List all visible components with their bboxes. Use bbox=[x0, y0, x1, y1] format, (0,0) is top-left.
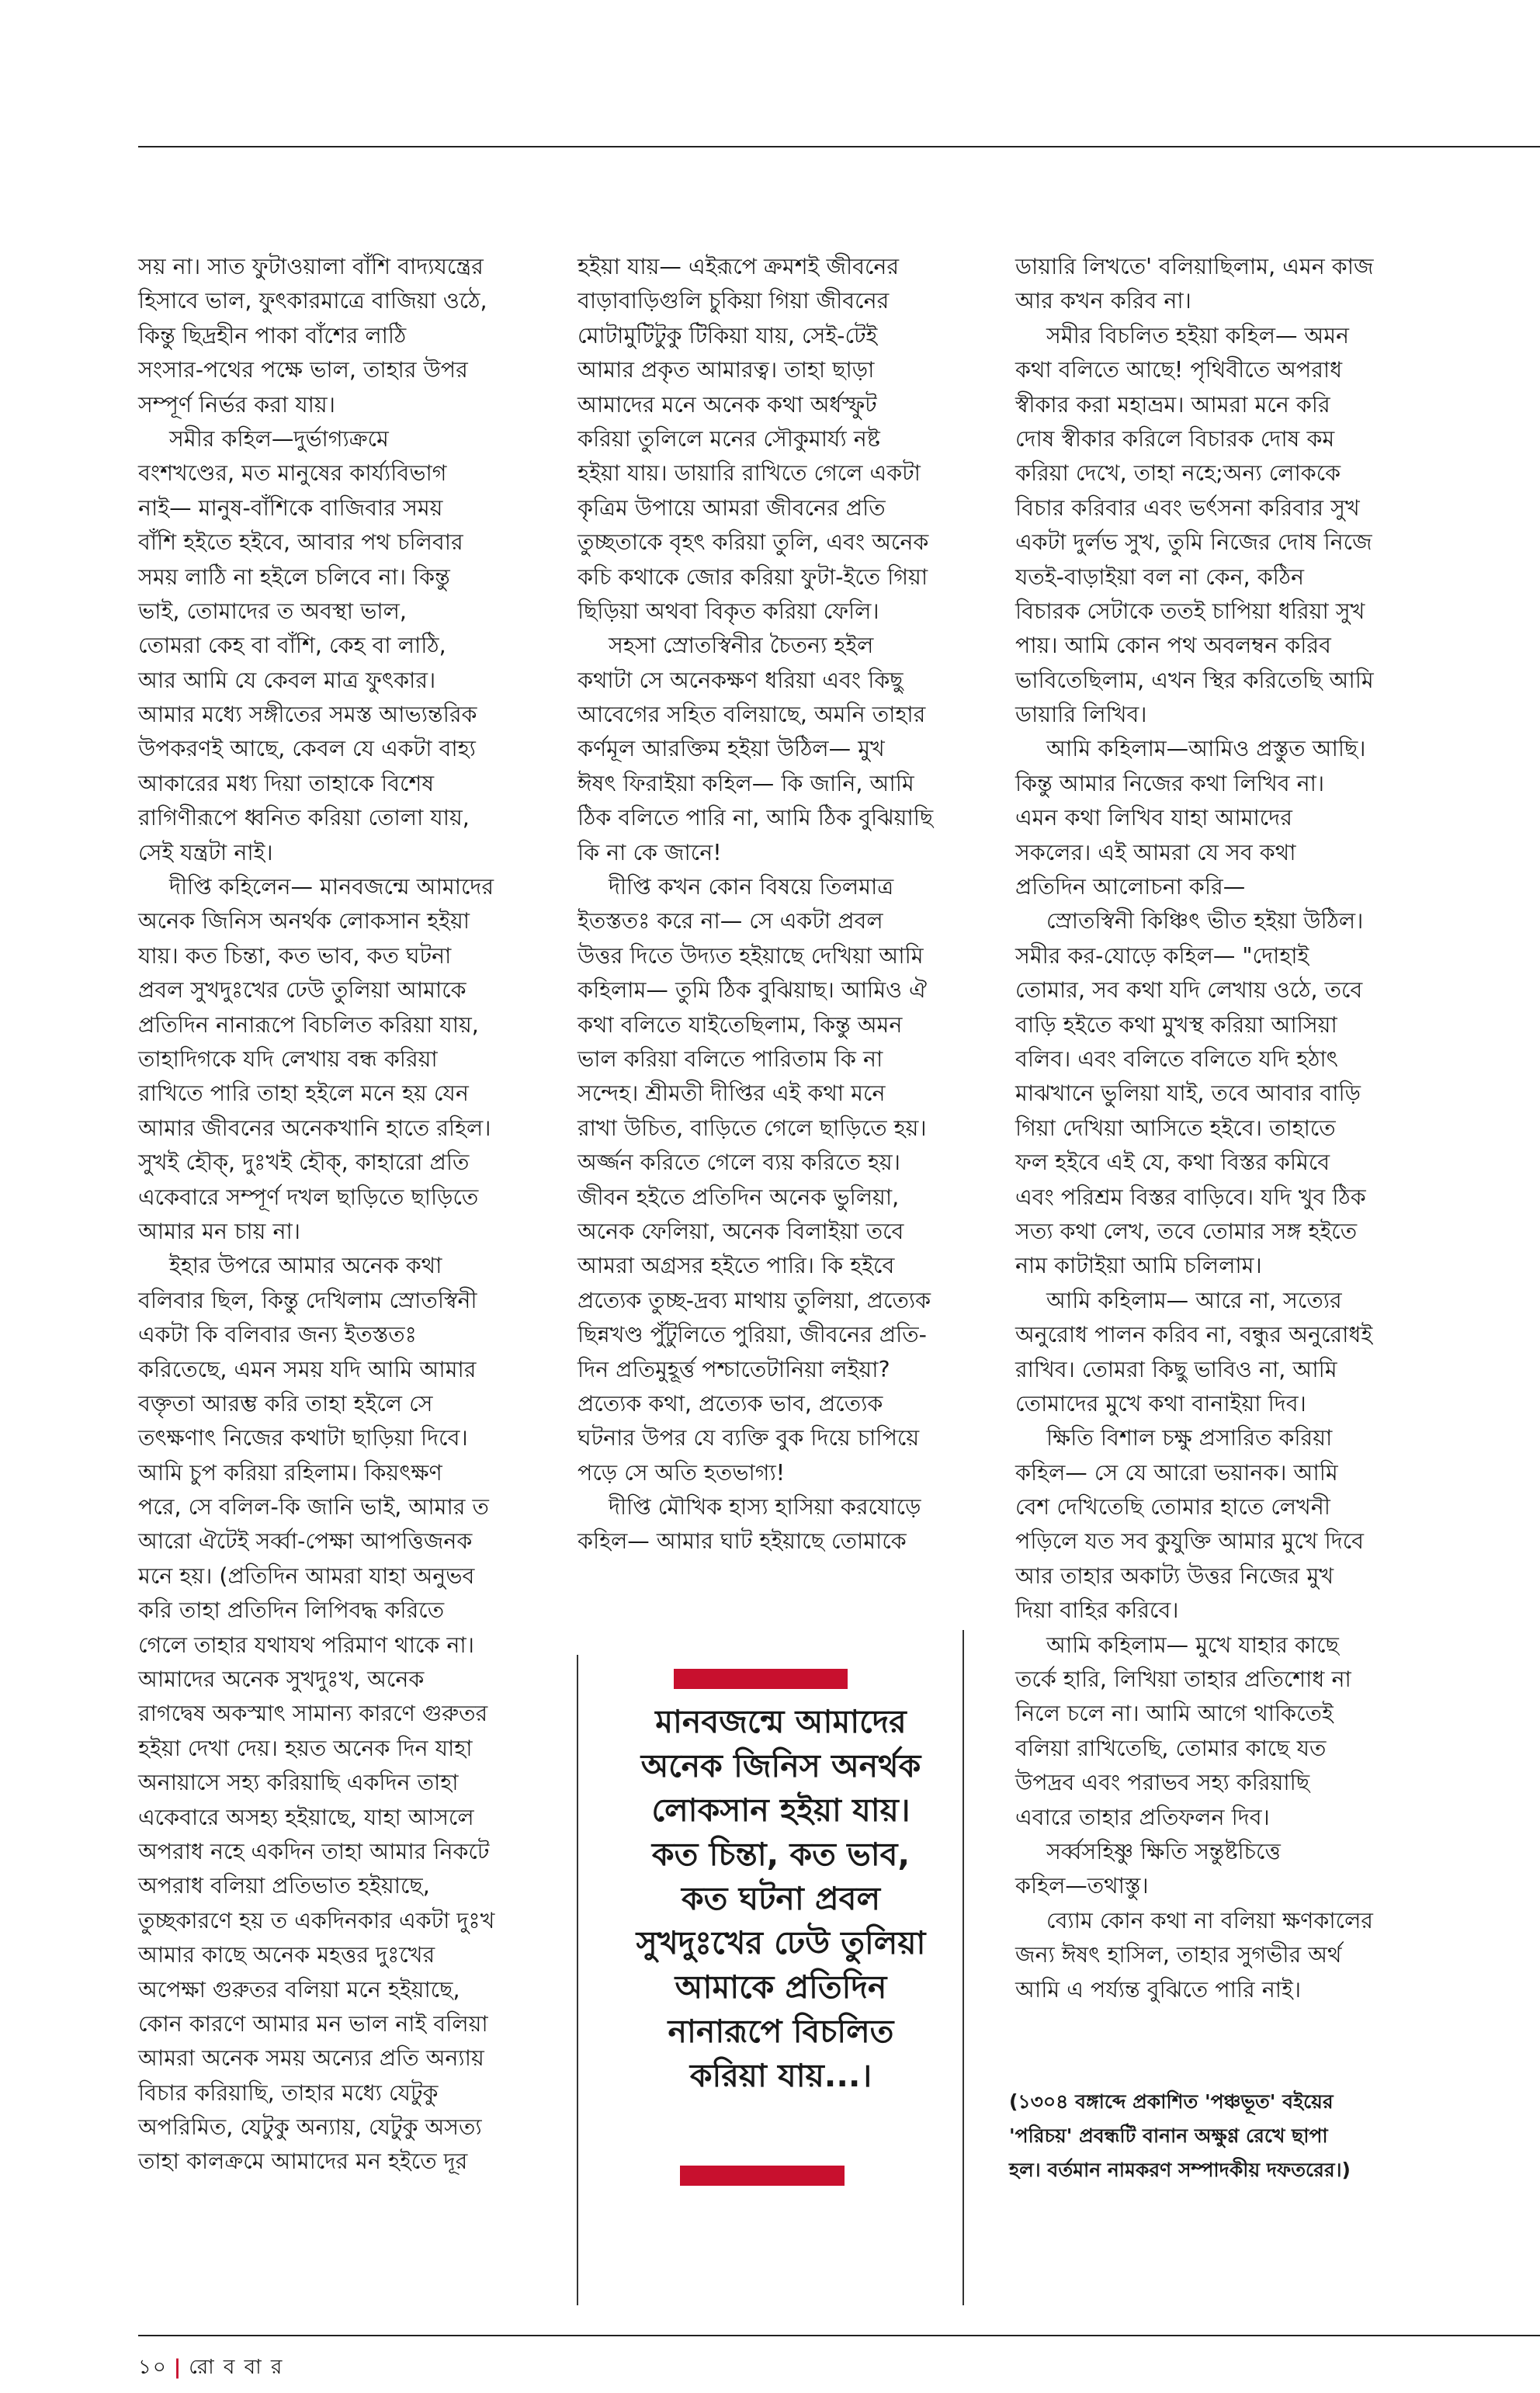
article-line: কোন কারণে আমার মন ভাল নাই বলিয়া bbox=[138, 2010, 488, 2037]
article-line: অনায়াসে সহ্য করিয়াছি একদিন তাহা bbox=[138, 1770, 459, 1796]
article-line: তুচ্ছতাকে বৃহৎ করিয়া তুলি, এবং অনেক bbox=[578, 529, 929, 556]
pullquote-right-rule bbox=[962, 1630, 964, 2305]
article-line: মনে হয়। (প্রতিদিন আমরা যাহা অনুভব bbox=[138, 1562, 475, 1589]
article-line: আমরা অগ্রসর হইতে পারি। কি হইবে bbox=[578, 1253, 895, 1279]
article-line: পড়িলে যত সব কুযুক্তি আমার মুখে দিবে bbox=[1015, 1528, 1365, 1555]
article-line: ব্যোম কোন কথা না বলিয়া ক্ষণকালের bbox=[1046, 1907, 1373, 1933]
article-line: আর আমি যে কেবল মাত্র ফুৎকার। bbox=[138, 667, 436, 693]
article-line: স্রোতস্বিনী কিঞ্চিৎ ভীত হইয়া উঠিল। bbox=[1046, 908, 1364, 935]
article-line: আমি কহিলাম— আরে না, সত্যের bbox=[1046, 1287, 1342, 1313]
article-line: কথা বলিতে যাইতেছিলাম, কিন্তু অমন bbox=[578, 1011, 903, 1038]
article-line: ঈষৎ ফিরাইয়া কহিল— কি জানি, আমি bbox=[578, 770, 914, 796]
article-line: নাম কাটাইয়া আমি চলিলাম। bbox=[1015, 1253, 1262, 1279]
article-line: আমি চুপ করিয়া রহিলাম। কিয়ৎক্ষণ bbox=[138, 1459, 442, 1486]
article-line: আমার কাছে অনেক মহত্তর দুঃখের bbox=[138, 1942, 435, 1968]
header-rule bbox=[138, 146, 1540, 147]
article-line: উপকরণই আছে, কেবল যে একটা বাহ্য bbox=[138, 736, 476, 762]
article-line: করিয়া দেখে, তাহা নহে;অন্য লোককে bbox=[1015, 460, 1341, 487]
pullquote-top-bar bbox=[674, 1669, 848, 1689]
article-line: জীবন হইতে প্রতিদিন অনেক ভুলিয়া, bbox=[578, 1184, 900, 1210]
article-line: একেবারে সম্পূর্ণ দখল ছাড়িতে ছাড়িতে bbox=[138, 1184, 479, 1210]
article-line: করি তাহা প্রতিদিন লিপিবদ্ধ করিতে bbox=[138, 1597, 445, 1624]
article-line: ঘটনার উপর যে ব্যক্তি বুক দিয়ে চাপিয়ে bbox=[578, 1425, 920, 1451]
article-line: দিয়া বাহির করিবে। bbox=[1015, 1597, 1179, 1624]
article-line: তাহাদিগকে যদি লেখায় বন্ধ করিয়া bbox=[138, 1046, 438, 1072]
article-line: বাড়ি হইতে কথা মুখস্থ করিয়া আসিয়া bbox=[1015, 1011, 1337, 1038]
pullquote-bottom-bar bbox=[680, 2166, 845, 2186]
article-line: ইহার উপরে আমার অনেক কথা bbox=[169, 1253, 442, 1279]
article-line: মোটামুটিটুকু টিকিয়া যায়, সেই-টেই bbox=[578, 322, 878, 349]
article-line: কিন্তু আমার নিজের কথা লিখিব না। bbox=[1015, 770, 1325, 796]
article-line: সহসা স্রোতস্বিনীর চৈতন্য হইল bbox=[609, 633, 874, 659]
article-line: অপরিমিত, যেটুকু অন্যায়, যেটুকু অসত্য bbox=[138, 2114, 482, 2141]
article-line: কথাটা সে অনেকক্ষণ ধরিয়া এবং কিছু bbox=[578, 667, 904, 693]
article-line: আমার মধ্যে সঙ্গীতের সমস্ত আভ্যন্তরিক bbox=[138, 702, 477, 728]
article-line: আকারের মধ্য দিয়া তাহাকে বিশেষ bbox=[138, 770, 435, 796]
page-footer bbox=[138, 2356, 283, 2379]
article-line: অর্জ্জন করিতে গেলে ব্যয় করিতে হয়। bbox=[578, 1150, 900, 1176]
article-line: সত্য কথা লেখ, তবে তোমার সঙ্গ হইতে bbox=[1015, 1218, 1358, 1244]
article-line: আমাদের অনেক সুখদুঃখ, অনেক bbox=[138, 1666, 425, 1693]
pullquote-left-rule bbox=[577, 1655, 578, 2305]
article-line: ডায়ারি লিখতে' বলিয়াছিলাম, এমন কাজ bbox=[1015, 254, 1374, 279]
article-line: রাগিণীরূপে ধ্বনিত করিয়া তোলা যায়, bbox=[138, 805, 470, 831]
article-line: কর্ণমূল আরক্তিম হইয়া উঠিল— মুখ bbox=[578, 736, 885, 762]
article-line: সম্পূর্ণ নির্ভর করা যায়। bbox=[138, 391, 335, 418]
article-line: বলিয়া রাখিতেছি, তোমার কাছে যত bbox=[1015, 1735, 1327, 1761]
article-line: দীপ্তি কখন কোন বিষয়ে তিলমাত্র bbox=[609, 874, 894, 900]
article-line: একটা দুর্লভ সুখ, তুমি নিজের দোষ নিজে bbox=[1015, 529, 1372, 556]
article-line: করিতেছে, এমন সময় যদি আমি আমার bbox=[138, 1356, 477, 1382]
pullquote-line: মানবজন্মে আমাদের bbox=[655, 1703, 907, 1740]
article-line: আমার প্রকৃত আমারত্ব। তাহা ছাড়া bbox=[578, 357, 875, 383]
article-line: কহিলাম— তুমি ঠিক বুঝিয়াছ। আমিও ঐ bbox=[578, 977, 928, 1004]
article-line: বক্তৃতা আরম্ভ করি তাহা হইলে সে bbox=[138, 1390, 433, 1417]
article-line: ক্ষিতি বিশাল চক্ষু প্রসারিত করিয়া bbox=[1046, 1425, 1333, 1451]
article-line: নাই— মানুষ-বাঁশিকে বাজিবার সময় bbox=[138, 494, 443, 521]
article-line: আর তাহার অকাট্য উত্তর নিজের মুখ bbox=[1015, 1562, 1334, 1589]
article-line: আমরা অনেক সময় অন্যের প্রতি অন্যায় bbox=[138, 2045, 484, 2072]
pullquote-line: করিয়া যায়...। bbox=[689, 2057, 872, 2094]
article-line: দিন প্রতিমুহূর্ত্ত পশ্চাতেটানিয়া লইয়া? bbox=[578, 1356, 890, 1382]
article-line: কথা বলিতে আছে! পৃথিবীতে অপরাধ bbox=[1015, 357, 1343, 383]
pullquote-line: লোকসান হইয়া যায়। bbox=[651, 1791, 910, 1829]
article-line: আমি এ পর্য্যন্ত বুঝিতে পারি নাই। bbox=[1015, 1976, 1302, 2003]
article-line: বাড়াবাড়িগুলি চুকিয়া গিয়া জীবনের bbox=[578, 288, 890, 314]
article-line: তর্কে হারি, লিখিয়া তাহার প্রতিশোধ না bbox=[1015, 1666, 1351, 1693]
article-line: বলিবার ছিল, কিন্তু দেখিলাম স্রোতস্বিনী bbox=[138, 1287, 477, 1313]
article-line: সর্ব্বসহিষ্ণু ক্ষিতি সন্তুষ্টচিত্তে bbox=[1046, 1838, 1281, 1864]
article-line: অপরাধ নহে একদিন তাহা আমার নিকটে bbox=[138, 1838, 490, 1864]
article-line: যতই-বাড়াইয়া বল না কেন, কঠিন bbox=[1015, 564, 1305, 590]
article-line: তোমাদের মুখে কথা বানাইয়া দিব। bbox=[1015, 1390, 1306, 1417]
article-line: যায়। কত চিন্তা, কত ভাব, কত ঘটনা bbox=[138, 942, 452, 969]
article-column-2 bbox=[578, 250, 981, 1559]
pullquote-line: নানারূপে বিচলিত bbox=[668, 2013, 894, 2050]
article-line: ভাই, তোমাদের ত অবস্থা ভাল, bbox=[138, 598, 407, 624]
article-line: দীপ্তি মৌখিক হাস্য হাসিয়া করযোড়ে bbox=[609, 1494, 921, 1521]
article-line: বিচার করিয়াছি, তাহার মধ্যে যেটুকু bbox=[138, 2079, 439, 2106]
article-line: পায়। আমি কোন পথ অবলম্বন করিব bbox=[1015, 633, 1331, 659]
article-line: আমি কহিলাম— মুখে যাহার কাছে bbox=[1046, 1632, 1339, 1658]
article-line: প্রতিদিন নানারূপে বিচলিত করিয়া যায়, bbox=[138, 1011, 479, 1038]
article-line: সংসার-পথের পক্ষে ভাল, তাহার উপর bbox=[138, 357, 468, 383]
article-line: আবেগের সহিত বলিয়াছে, অমনি তাহার bbox=[578, 702, 926, 728]
article-line: হইয়া যায়। ডায়ারি রাখিতে গেলে একটা bbox=[578, 460, 921, 487]
article-line: বেশ দেখিতেছি তোমার হাতে লেখনী bbox=[1015, 1494, 1330, 1521]
article-line: পরে, সে বলিল-কি জানি ভাই, আমার ত bbox=[138, 1494, 489, 1521]
article-line: আমি কহিলাম—আমিও প্রস্তুত আছি। bbox=[1046, 736, 1366, 762]
article-line: কি না কে জানে! bbox=[578, 839, 722, 865]
article-line: সমীর কর-যোড়ে কহিল— "দোহাই bbox=[1015, 942, 1309, 969]
article-column-1 bbox=[138, 250, 542, 2180]
article-line: একটা কি বলিবার জন্য ইতস্ততঃ bbox=[138, 1322, 417, 1348]
article-line: সেই যন্ত্রটা নাই। bbox=[138, 839, 273, 865]
article-line: গেলে তাহার যথাযথ পরিমাণ থাকে না। bbox=[138, 1632, 474, 1658]
source-note-line: হল। বর্তমান নামকরণ সম্পাদকীয় দফতরের।) bbox=[1009, 2159, 1351, 2181]
article-line: ভাবিতেছিলাম, এখন স্থির করিতেছি আমি bbox=[1015, 667, 1374, 693]
article-line: কিন্তু ছিদ্রহীন পাকা বাঁশের লাঠি bbox=[138, 322, 407, 349]
article-line: বিচার করিবার এবং ভর্ৎসনা করিবার সুখ bbox=[1015, 494, 1360, 521]
article-line: নিলে চলে না। আমি আগে থাকিতেই bbox=[1015, 1701, 1334, 1727]
article-line: বাঁশি হইতে হইবে, আবার পথ চলিবার bbox=[138, 529, 463, 556]
article-line: এবং পরিশ্রম বিস্তর বাড়িবে। যদি খুব ঠিক bbox=[1015, 1184, 1366, 1210]
article-line: সময় লাঠি না হইলে চলিবে না। কিন্তু bbox=[138, 564, 450, 590]
article-line: ফল হইবে এই যে, কথা বিস্তর কমিবে bbox=[1015, 1150, 1330, 1176]
article-line: আমাদের মনে অনেক কথা অর্ধস্ফুট bbox=[578, 391, 877, 418]
article-line: ছিড়িয়া অথবা বিকৃত করিয়া ফেলি। bbox=[578, 598, 879, 624]
article-line: উপদ্রব এবং পরাভব সহ্য করিয়াছি bbox=[1015, 1770, 1310, 1796]
article-line: দোষ স্বীকার করিলে বিচারক দোষ কম bbox=[1015, 425, 1335, 452]
article-line: কচি কথাকে জোর করিয়া ফুটা-ইতে গিয়া bbox=[578, 564, 928, 590]
article-line: উত্তর দিতে উদ্যত হইয়াছে দেখিয়া আমি bbox=[578, 942, 924, 969]
article-line: তাহা কালক্রমে আমাদের মন হইতে দূর bbox=[138, 2148, 468, 2175]
article-line: রাগদ্বেষ অকস্মাৎ সামান্য কারণে গুরুতর bbox=[138, 1701, 488, 1727]
article-line: হিসাবে ভাল, ফুৎকারমাত্রে বাজিয়া ওঠে, bbox=[138, 288, 487, 314]
article-line: হইয়া দেখা দেয়। হয়ত অনেক দিন যাহা bbox=[138, 1735, 473, 1761]
article-line: পড়ে সে অতি হতভাগ্য! bbox=[578, 1459, 786, 1486]
article-line: কহিল— সে যে আরো ভয়ানক। আমি bbox=[1015, 1459, 1338, 1486]
pullquote-line: অনেক জিনিস অনর্থক bbox=[640, 1747, 921, 1784]
article-line: প্রত্যেক কথা, প্রত্যেক ভাব, প্রত্যেক bbox=[578, 1390, 883, 1417]
article-line: রাখিতে পারি তাহা হইলে মনে হয় যেন bbox=[138, 1080, 469, 1107]
pullquote-line: আমাকে প্রতিদিন bbox=[675, 1968, 887, 2006]
article-line: ঠিক বলিতে পারি না, আমি ঠিক বুঝিয়াছি bbox=[578, 805, 934, 831]
article-column-3 bbox=[1015, 250, 1450, 2007]
article-line: করিয়া তুলিলে মনের সৌকুমার্য্য নষ্ট bbox=[578, 425, 880, 452]
article-line: দীপ্তি কহিলেন— মানবজন্মে আমাদের bbox=[169, 874, 494, 900]
pullquote-line: কত চিন্তা, কত ভাব, bbox=[651, 1836, 910, 1873]
pullquote-line: কত ঘটনা প্রবল bbox=[682, 1880, 880, 1917]
article-line: সন্দেহ। শ্রীমতী দীপ্তির এই কথা মনে bbox=[578, 1080, 886, 1107]
pullquote-line: সুখদুঃখের ঢেউ তুলিয়া bbox=[636, 1924, 926, 1961]
article-line: একেবারে অসহ্য হইয়াছে, যাহা আসলে bbox=[138, 1804, 474, 1830]
article-line: হইয়া যায়— এইরূপে ক্রমশই জীবনের bbox=[578, 254, 900, 279]
article-line: অনেক ফেলিয়া, অনেক বিলাইয়া তবে bbox=[578, 1218, 904, 1244]
article-line: জন্য ঈষৎ হাসিল, তাহার সুগভীর অর্থ bbox=[1015, 1942, 1342, 1968]
article-line: মাঝখানে ভুলিয়া যাই, তবে আবার বাড়ি bbox=[1015, 1080, 1361, 1107]
article-line: ভাল করিয়া বলিতে পারিতাম কি না bbox=[578, 1046, 883, 1072]
article-line: সয় না। সাত ফুটাওয়ালা বাঁশি বাদ্যযন্ত্রের bbox=[138, 254, 484, 279]
article-line: আমার জীবনের অনেকখানি হাতে রহিল। bbox=[138, 1115, 491, 1141]
article-line: অপরাধ বলিয়া প্রতিভাত হইয়াছে, bbox=[138, 1873, 430, 1899]
source-note-line: 'পরিচয়' প্রবন্ধটি বানান অক্ষুণ্ণ রেখে ছাপা bbox=[1009, 2124, 1328, 2147]
footer-separator: | bbox=[173, 2356, 183, 2379]
article-line: রাখিব। তোমরা কিছু ভাবিও না, আমি bbox=[1015, 1356, 1337, 1382]
article-line: বলিব। এবং বলিতে বলিতে যদি হঠাৎ bbox=[1015, 1046, 1338, 1072]
article-line: বিচারক সেটাকে ততই চাপিয়া ধরিয়া সুখ bbox=[1015, 598, 1365, 624]
article-line: অপেক্ষা গুরুতর বলিয়া মনে হইয়াছে, bbox=[138, 1976, 460, 2003]
article-line: আরো ঐটেই সর্ব্বা-পেক্ষা আপত্তিজনক bbox=[138, 1528, 473, 1555]
article-line: এবারে তাহার প্রতিফলন দিব। bbox=[1015, 1804, 1270, 1830]
article-line: প্রতিদিন আলোচনা করি— bbox=[1015, 874, 1246, 900]
article-line: প্রত্যেক তুচ্ছ-দ্রব্য মাথায় তুলিয়া, প্রত্যেক bbox=[578, 1287, 931, 1313]
article-line: সমীর কহিল—দুর্ভাগ্যক্রমে bbox=[169, 425, 389, 452]
magazine-name: রো ব বা র bbox=[189, 2356, 284, 2379]
article-line: অনুরোধ পালন করিব না, বন্ধুর অনুরোধই bbox=[1015, 1322, 1373, 1348]
source-note bbox=[1009, 2085, 1475, 2187]
article-line: কৃত্রিম উপায়ে আমরা জীবনের প্রতি bbox=[578, 494, 886, 521]
article-line: সুখই হৌক্‌, দুঃখই হৌক্‌, কাহারো প্রতি bbox=[138, 1150, 470, 1176]
article-line: ছিন্নখণ্ড পুঁটুলিতে পুরিয়া, জীবনের প্রতি- bbox=[578, 1322, 927, 1348]
article-line: আর কখন করিব না। bbox=[1015, 288, 1191, 314]
article-line: বংশখণ্ডের, মত মানুষের কার্য্যবিভাগ bbox=[138, 460, 447, 487]
source-note-line: (১৩০৪ বঙ্গাব্দে প্রকাশিত 'পঞ্চভূত' বইয়ের bbox=[1009, 2090, 1334, 2113]
article-line: তুচ্ছকারণে হয় ত একদিনকার একটা দুঃখ bbox=[138, 1907, 495, 1933]
article-line: গিয়া দেখিয়া আসিতে হইবে। তাহাতে bbox=[1015, 1115, 1336, 1141]
article-line: এমন কথা লিখিব যাহা আমাদের bbox=[1015, 805, 1292, 831]
article-line: সকলের। এই আমরা যে সব কথা bbox=[1015, 839, 1296, 865]
article-line: কহিল—তথাস্তু। bbox=[1015, 1873, 1149, 1899]
article-line: প্রবল সুখদুঃখের ঢেউ তুলিয়া আমাকে bbox=[138, 977, 467, 1004]
article-line: ইতস্ততঃ করে না— সে একটা প্রবল bbox=[578, 908, 883, 935]
article-line: সমীর বিচলিত হইয়া কহিল— অমন bbox=[1046, 322, 1350, 349]
article-line: স্বীকার করা মহাভ্রম। আমরা মনে করি bbox=[1015, 391, 1330, 418]
article-line: অনেক জিনিস অনর্থক লোকসান হইয়া bbox=[138, 908, 470, 935]
article-line: কহিল— আমার ঘাট হইয়াছে তোমাকে bbox=[578, 1528, 907, 1555]
article-line: তোমার, সব কথা যদি লেখায় ওঠে, তবে bbox=[1015, 977, 1363, 1004]
page-number: ১০ bbox=[138, 2356, 168, 2379]
article-line: তৎক্ষণাৎ নিজের কথাটা ছাড়িয়া দিবে। bbox=[138, 1425, 468, 1451]
article-line: আমার মন চায় না। bbox=[138, 1218, 300, 1244]
pullquote bbox=[610, 1700, 952, 2098]
article-line: রাখা উচিত, বাড়িতে গেলে ছাড়িতে হয়। bbox=[578, 1115, 927, 1141]
footer-rule bbox=[138, 2335, 1540, 2336]
article-line: ডায়ারি লিখিব। bbox=[1015, 702, 1147, 728]
article-line: তোমরা কেহ বা বাঁশি, কেহ বা লাঠি, bbox=[138, 633, 446, 659]
